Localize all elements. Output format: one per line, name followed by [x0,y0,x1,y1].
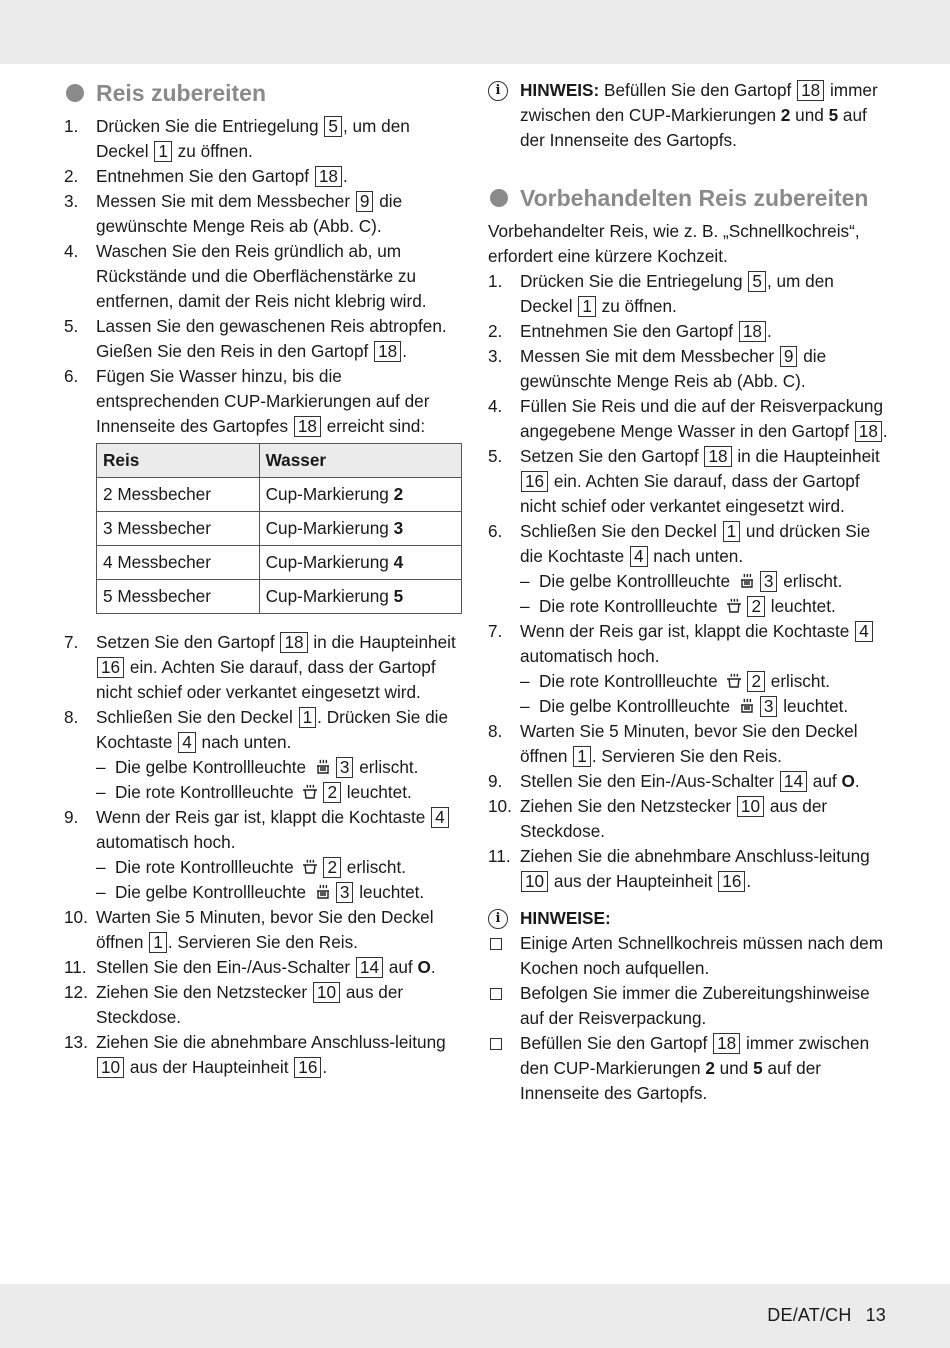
step-item [488,844,888,894]
part-reference-number: 3 [760,571,778,592]
step-number: 6. [64,366,79,386]
part-reference-number: 2 [323,857,341,878]
step-text: Schließen Sie den Deckel 1 und drücken Sie die Kochtaste 4 nach unten. [520,521,871,566]
part-reference-number: 18 [739,321,766,342]
part-reference-number: 18 [280,632,307,653]
sub-step: – Die rote Kontrollleuchte 2 erlischt. [96,855,464,880]
part-reference-number: 18 [374,341,401,362]
part-reference-number: 16 [97,657,124,678]
sub-step: – Die gelbe Kontrollleuchte 3 leuchtet. [96,880,464,905]
step-text: Warten Sie 5 Minuten, bevor Sie den Deckel öffnen 1 . Servieren Sie den Reis. [520,721,858,766]
cup-mark-value: 5 [393,586,404,606]
hint-item: Befüllen Sie den Gartopf 18 immer zwischen den CUP-Markierungen 2 und 5 auf der Innenseite des Gartopfs. [488,1031,888,1106]
table-cell-wasser: Cup-Markierung 2 [259,478,461,512]
table-header-reis: Reis [97,444,260,478]
step-number: 2. [64,166,79,186]
part-reference-number: 14 [356,957,383,978]
step-text: Waschen Sie den Reis gründlich ab, um Rückstände und die Oberflächenstärke zu entfernen, damit der Reis nicht klebrig wird. [96,241,427,311]
step-text: Stellen Sie den Ein-/Aus-Schalter 14 auf O. [520,771,860,791]
step-item [64,114,464,164]
step-number: 12. [64,982,88,1002]
step-number: 4. [488,396,503,416]
table-cell-reis: 2 Messbecher [97,478,260,512]
footer-lang: DE/AT/CH [767,1305,852,1325]
part-reference-number: 4 [630,546,648,567]
step-item [488,794,888,844]
cooking-icon [726,673,742,689]
step-item [488,344,888,394]
table-row [97,546,462,580]
steps-list [64,114,464,439]
bold-value: 2 [705,1058,715,1078]
part-reference-number: 16 [294,1057,321,1078]
step-text: Setzen Sie den Gartopf 18 in die Haupteinheit 16 ein. Achten Sie darauf, dass der Gartopf nicht schief oder verkantet eingesetzt wird. [96,632,456,702]
step-text: Füllen Sie Reis und die auf der Reisverpackung angegebene Menge Wasser in den Gartopf 18 . [520,396,888,441]
dash-marker: – [96,882,106,902]
table-header-row [97,444,462,478]
part-reference-number: 9 [356,191,374,212]
cup-mark-value: 3 [393,518,404,538]
dash-marker: – [520,671,530,691]
header-band [0,0,950,64]
step-item [64,980,464,1030]
square-bullet-icon [490,938,502,950]
intro-paragraph: Vorbehandelter Reis, wie z. B. „Schnellkochreis“, erfordert eine kürzere Kochzeit. [488,221,860,266]
bold-value: O [841,771,855,791]
table-cell-reis: 3 Messbecher [97,512,260,546]
step-item [64,630,464,705]
step-item [64,314,464,364]
part-reference-number: 18 [855,421,882,442]
heading-text: Reis zubereiten [96,80,266,106]
step-text: Setzen Sie den Gartopf 18 in die Haupteinheit 16 ein. Achten Sie darauf, dass der Gartopf nicht schief oder verkantet eingesetzt wird. [520,446,880,516]
step-item [64,705,464,805]
part-reference-number: 4 [431,807,449,828]
step-text: Schließen Sie den Deckel 1 . Drücken Sie die Kochtaste 4 nach unten. [96,707,449,752]
right-column [488,78,888,1106]
hint-text: Befüllen Sie den Gartopf 18 immer zwischen den CUP-Markierungen 2 und 5 auf der Innenseite des Gartopfs. [520,80,878,150]
part-reference-number: 9 [780,346,798,367]
step-number: 3. [64,191,79,211]
rice-water-table [96,443,462,614]
part-reference-number: 16 [521,471,548,492]
step-number: 11. [488,846,511,866]
step-number: 1. [64,116,79,136]
step-number: 3. [488,346,503,366]
step-item [64,955,464,980]
part-reference-number: 10 [97,1057,124,1078]
page-number: 13 [865,1305,886,1325]
dash-marker: – [520,696,530,716]
hint-title: HINWEIS: [520,80,600,100]
hints-box [488,906,888,931]
cooking-icon [726,598,742,614]
part-reference-number: 18 [315,166,342,187]
bold-value: 2 [780,105,791,125]
steps-list [488,269,888,894]
cooking-icon [302,784,318,800]
step-item [488,394,888,444]
keep-warm-icon [739,698,755,714]
table-cell-wasser: Cup-Markierung 4 [259,546,461,580]
step-text: Ziehen Sie die abnehmbare Anschluss-leitung 10 aus der Haupteinheit 16 . [96,1032,446,1077]
step-text: Messen Sie mit dem Messbecher 9 die gewünschte Menge Reis ab (Abb. C). [96,191,403,236]
step-number: 9. [64,807,79,827]
info-icon: i [488,909,508,929]
step-text: Wenn der Reis gar ist, klappt die Kochtaste 4 automatisch hoch. [96,807,450,852]
step-text: Drücken Sie die Entriegelung 5 , um den Deckel 1 zu öffnen. [520,271,834,316]
step-item [64,364,464,439]
part-reference-number: 18 [713,1033,740,1054]
step-text: Ziehen Sie den Netzstecker 10 aus der Steckdose. [96,982,404,1027]
part-reference-number: 10 [737,796,764,817]
hints-list [488,931,888,1106]
heading-text: Vorbehandelten Reis zubereiten [520,185,869,211]
dash-marker: – [96,757,106,777]
step-item [488,319,888,344]
page-footer [753,1305,886,1326]
step-number: 1. [488,271,503,291]
sub-step: – Die rote Kontrollleuchte 2 leuchtet. [96,780,464,805]
sub-step: – Die gelbe Kontrollleuchte 3 erlischt. [96,755,464,780]
part-reference-number: 4 [855,621,873,642]
part-reference-number: 4 [178,732,196,753]
step-text: Entnehmen Sie den Gartopf 18 . [520,321,772,341]
part-reference-number: 10 [313,982,340,1003]
sub-step: – Die rote Kontrollleuchte 2 erlischt. [520,669,888,694]
cooking-icon [302,859,318,875]
section-heading-reis-zubereiten [64,78,464,108]
info-icon: i [488,81,508,101]
step-number: 8. [64,707,79,727]
part-reference-number: 1 [154,141,172,162]
table-row [97,512,462,546]
sub-step: – Die rote Kontrollleuchte 2 leuchtet. [520,594,888,619]
left-column [64,78,464,1080]
step-item [488,619,888,719]
step-number: 8. [488,721,503,741]
step-number: 9. [488,771,503,791]
cup-mark-value: 2 [393,484,404,504]
step-item [488,769,888,794]
step-item [64,239,464,314]
step-number: 11. [64,957,87,977]
step-number: 10. [64,907,88,927]
part-reference-number: 1 [578,296,596,317]
step-number: 10. [488,796,512,816]
step-text: Wenn der Reis gar ist, klappt die Kochtaste 4 automatisch hoch. [520,621,874,666]
step-number: 4. [64,241,79,261]
step-number: 7. [64,632,79,652]
part-reference-number: 2 [323,782,341,803]
part-reference-number: 18 [294,416,321,437]
part-reference-number: 18 [797,80,824,101]
cup-mark-value: 4 [393,552,404,572]
table-body [97,478,462,614]
dash-marker: – [520,571,530,591]
bullet-dot-icon [66,84,84,102]
keep-warm-icon [315,884,331,900]
part-reference-number: 5 [748,271,766,292]
step-number: 5. [488,446,503,466]
hint-box [488,78,888,153]
bullet-dot-icon [490,189,508,207]
part-reference-number: 2 [747,671,765,692]
bold-value: 5 [828,105,839,125]
part-reference-number: 14 [780,771,807,792]
sub-step: – Die gelbe Kontrollleuchte 3 leuchtet. [520,694,888,719]
step-item [64,189,464,239]
keep-warm-icon [739,573,755,589]
square-bullet-icon [490,988,502,1000]
step-text: Lassen Sie den gewaschenen Reis abtropfen. Gießen Sie den Reis in den Gartopf 18 . [96,316,447,361]
step-item [488,444,888,519]
part-reference-number: 1 [299,707,317,728]
part-reference-number: 3 [336,757,354,778]
step-number: 13. [64,1032,88,1052]
step-number: 6. [488,521,503,541]
dash-marker: – [96,857,106,877]
hint-item: Einige Arten Schnellkochreis müssen nach dem Kochen noch aufquellen. [488,931,888,981]
step-item [64,164,464,189]
step-text: Warten Sie 5 Minuten, bevor Sie den Deckel öffnen 1 . Servieren Sie den Reis. [96,907,434,952]
table-header-wasser: Wasser [259,444,461,478]
part-reference-number: 1 [723,521,741,542]
table-cell-reis: 4 Messbecher [97,546,260,580]
step-text: Messen Sie mit dem Messbecher 9 die gewünschte Menge Reis ab (Abb. C). [520,346,827,391]
part-reference-number: 1 [149,932,167,953]
part-reference-number: 3 [760,696,778,717]
hint-item: Befolgen Sie immer die Zubereitungshinweise auf der Reisverpackung. [488,981,888,1031]
table-cell-wasser: Cup-Markierung 5 [259,580,461,614]
step-text: Drücken Sie die Entriegelung 5 , um den Deckel 1 zu öffnen. [96,116,410,161]
step-item [488,269,888,319]
dash-marker: – [520,596,530,616]
hints-title: HINWEISE: [520,908,611,928]
section-heading-vorbehandelten-reis [488,183,888,213]
step-item [488,719,888,769]
bold-value: O [417,957,431,977]
table-cell-reis: 5 Messbecher [97,580,260,614]
step-text: Entnehmen Sie den Gartopf 18 . [96,166,348,186]
part-reference-number: 1 [573,746,591,767]
keep-warm-icon [315,759,331,775]
step-number: 2. [488,321,503,341]
step-item [64,805,464,905]
part-reference-number: 18 [704,446,731,467]
step-text: Stellen Sie den Ein-/Aus-Schalter 14 auf O. [96,957,436,977]
bold-value: 5 [753,1058,763,1078]
sub-step: – Die gelbe Kontrollleuchte 3 erlischt. [520,569,888,594]
step-text: Ziehen Sie die abnehmbare Anschluss-leitung 10 aus der Haupteinheit 16 . [520,846,870,891]
step-item [64,1030,464,1080]
part-reference-number: 5 [324,116,342,137]
square-bullet-icon [490,1038,502,1050]
table-row [97,478,462,512]
step-item [488,519,888,619]
step-text: Fügen Sie Wasser hinzu, bis die entsprechenden CUP-Markierungen auf der Innenseite des Gartopfes 18 erreicht sind: [96,366,430,436]
step-text: Ziehen Sie den Netzstecker 10 aus der Steckdose. [520,796,828,841]
step-number: 7. [488,621,503,641]
part-reference-number: 16 [718,871,745,892]
table-row [97,580,462,614]
step-number: 5. [64,316,79,336]
steps-list-continued [64,630,464,1080]
dash-marker: – [96,782,106,802]
part-reference-number: 3 [336,882,354,903]
table-cell-wasser: Cup-Markierung 3 [259,512,461,546]
part-reference-number: 2 [747,596,765,617]
step-item [64,905,464,955]
part-reference-number: 10 [521,871,548,892]
